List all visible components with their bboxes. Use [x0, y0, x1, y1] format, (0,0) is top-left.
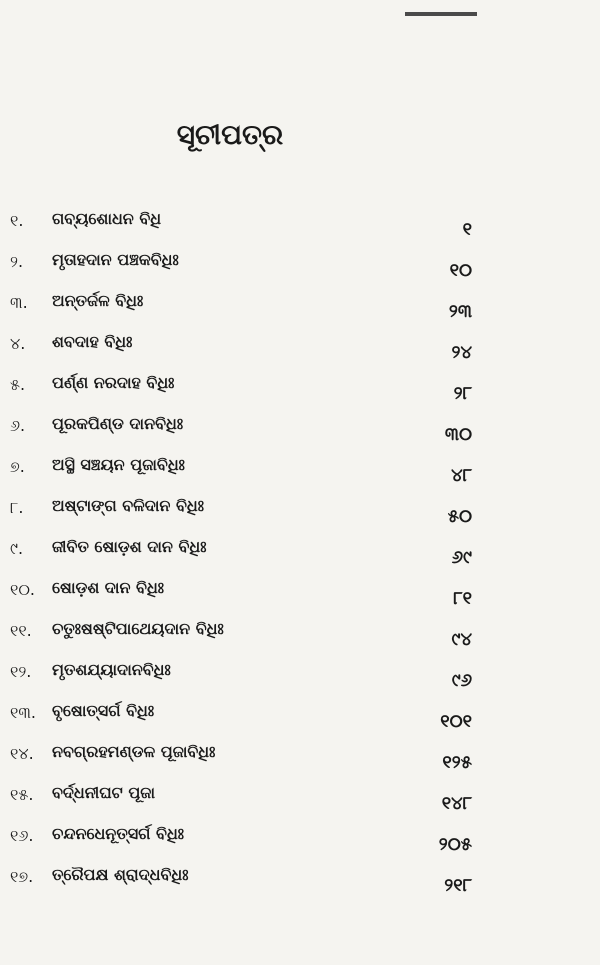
toc-row	[0, 246, 600, 287]
entry-title: ତ୍ରୈପକ୍ଷ ଶ୍ରାଦ୍ଧବିଧିଃ	[52, 865, 189, 884]
page-title: ସୂଚୀପତ୍ର	[176, 118, 284, 151]
toc-row	[0, 615, 600, 656]
toc-row	[0, 738, 600, 779]
toc-row	[0, 205, 600, 246]
toc-row	[0, 656, 600, 697]
entry-title: ମୃତାହଦାନ ପଞ୍ଚକବିଧିଃ	[52, 250, 179, 269]
entry-number: ୧୦.	[10, 580, 36, 599]
entry-number: ୬.	[10, 416, 26, 435]
entry-number: ୧୨.	[10, 662, 32, 681]
entry-page: ୮୧	[453, 588, 472, 609]
entry-title: ଶବଦାହ ବିଧିଃ	[52, 332, 133, 351]
toc-row	[0, 779, 600, 820]
entry-page: ୧୦	[449, 260, 472, 281]
entry-title: ଅନ୍ତର୍ଜଳ ବିଧିଃ	[52, 291, 144, 310]
toc-row	[0, 533, 600, 574]
toc-row	[0, 492, 600, 533]
toc-row	[0, 328, 600, 369]
entry-title: ପର୍ଣ୍ଣ ନରଦାହ ବିଧିଃ	[52, 373, 175, 392]
entry-title: ପୂରକପିଣ୍ଡ ଦାନବିଧିଃ	[52, 414, 184, 433]
entry-page: ୯୬	[451, 670, 472, 691]
entry-page: ୨୮	[453, 383, 472, 404]
entry-title: ଅଷ୍ଟାଙ୍ଗ ବଳିଦାନ ବିଧିଃ	[52, 496, 204, 515]
entry-page: ୧୪୮	[441, 793, 472, 814]
toc-row	[0, 369, 600, 410]
entry-number: ୨.	[10, 252, 24, 271]
entry-number: ୧୬.	[10, 826, 34, 845]
entry-page: ୧	[462, 219, 472, 240]
entry-page: ୯୪	[451, 629, 472, 650]
entry-page: ୪୮	[451, 465, 472, 486]
toc-row	[0, 287, 600, 328]
entry-number: ୭.	[10, 457, 25, 476]
entry-page: ୫୦	[447, 506, 472, 527]
entry-title: ଷୋଡ଼ଶ ଦାନ ବିଧିଃ	[52, 578, 165, 597]
entry-title: ଚତୁଃଷଷ୍ଟିପାଥେୟଦାନ ବିଧିଃ	[52, 619, 224, 638]
entry-page: ୨୧୮	[444, 875, 472, 896]
entry-number: ୧୧.	[10, 621, 32, 640]
entry-number: ୫.	[10, 375, 26, 394]
entry-page: ୨୩	[448, 301, 472, 322]
entry-page: ୨୪	[451, 342, 472, 363]
entry-number: ୧୪.	[10, 744, 34, 763]
entry-title: ଚନ୍ଦନଧେନୂତ୍ସର୍ଗ ବିଧିଃ	[52, 824, 185, 843]
table-of-contents	[0, 205, 600, 902]
toc-row	[0, 451, 600, 492]
entry-number: ୧୭.	[10, 867, 34, 886]
entry-number: ୯.	[10, 539, 24, 558]
entry-page: ୩୦	[444, 424, 472, 445]
entry-number: ୧.	[10, 211, 24, 230]
top-rule	[405, 12, 477, 16]
entry-page: ୨୦୫	[438, 834, 472, 855]
entry-title: ଗବ୍ୟଶୋଧନ ବିଧି	[52, 209, 162, 228]
entry-number: ୧୩.	[10, 703, 36, 722]
entry-number: ୪.	[10, 334, 26, 353]
entry-title: ଜୀବିତ ଷୋଡ଼ଶ ଦାନ ବିଧିଃ	[52, 537, 207, 556]
entry-page: ୧୦୧	[440, 711, 472, 732]
toc-row	[0, 574, 600, 615]
entry-number: ୧୫.	[10, 785, 34, 804]
entry-title: ଅସ୍ଥି ସଞ୍ଚୟନ ପୂଜାବିଧିଃ	[52, 455, 185, 474]
toc-row	[0, 820, 600, 861]
toc-row	[0, 697, 600, 738]
entry-number: ୮.	[10, 498, 24, 517]
entry-title: ନବଗ୍ରହମଣ୍ଡଳ ପୂଜାବିଧିଃ	[52, 742, 216, 761]
toc-row	[0, 861, 600, 902]
entry-page: ୧୨୫	[442, 752, 472, 773]
entry-page: ୬୯	[451, 547, 472, 568]
entry-title: ମୃତଶଯ୍ୟାଦାନବିଧିଃ	[52, 660, 171, 679]
toc-row	[0, 410, 600, 451]
entry-title: ବର୍ଦ୍ଧନୀଘଟ ପୂଜା	[52, 783, 155, 802]
entry-number: ୩.	[10, 293, 28, 312]
entry-title: ବୃଷୋତ୍ସର୍ଗ ବିଧିଃ	[52, 701, 155, 720]
